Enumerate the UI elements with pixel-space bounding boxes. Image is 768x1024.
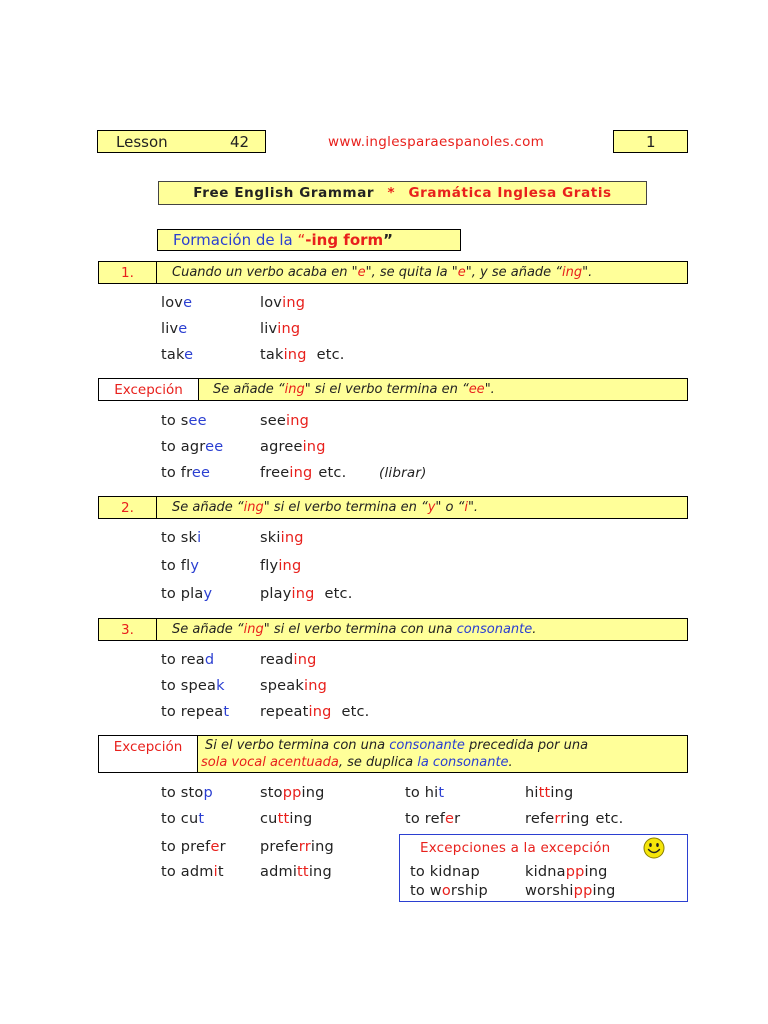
lesson-box xyxy=(97,130,266,153)
subtitle-box xyxy=(157,229,461,251)
exception-1-base-2: to agree xyxy=(161,439,224,455)
rule-3-text: Se añade “ing" si el verbo termina con una consonante. xyxy=(172,622,537,637)
exception-2-verb-6: to admit xyxy=(161,864,224,880)
exception-2-box xyxy=(98,735,688,773)
exception-1-note: (librar) xyxy=(379,465,427,481)
exception-2-ing-5: preferring xyxy=(260,839,334,855)
rule-2-base-2: to fly xyxy=(161,558,200,574)
rule-3-base-1: to read xyxy=(161,652,215,668)
exceptions-box-verb-1: to kidnap xyxy=(410,864,480,880)
exception-2-verb-3: to cut xyxy=(161,811,205,827)
lesson-label: Lesson xyxy=(116,133,168,151)
exception-2-label: Excepción xyxy=(113,739,183,755)
exception-2-verb-1: to stop xyxy=(161,785,213,801)
rule-3-ing-3: repeating etc. xyxy=(260,704,370,720)
exception-1-label: Excepción xyxy=(114,381,183,398)
exception-2-text-line-1: Si el verbo termina con una consonante precedida por una xyxy=(205,738,589,753)
rule-2-ing-1: skiing xyxy=(260,530,304,546)
rule-2-box xyxy=(98,496,688,519)
exception-1-base-3: to free xyxy=(161,465,211,481)
rule-1-text: Cuando un verbo acaba en "e", se quita la "e", y se añade “ing". xyxy=(172,265,593,280)
exception-2-verb-5: to prefer xyxy=(161,839,226,855)
rule-2-ing-2: flying xyxy=(260,558,302,574)
exception-1-box xyxy=(98,378,688,401)
rule-1-base-2: live xyxy=(161,321,188,337)
page-number: 1 xyxy=(646,133,656,151)
page-number-box xyxy=(613,130,688,153)
exception-1-ing-2: agreeing xyxy=(260,439,326,455)
rule-1-ing-3: taking etc. xyxy=(260,347,345,363)
rule-3-base-2: to speak xyxy=(161,678,225,694)
rule-3-ing-1: reading xyxy=(260,652,317,668)
exception-1-text: Se añade “ing" si el verbo termina en “ee". xyxy=(213,382,495,397)
smiley-icon xyxy=(643,837,665,859)
exception-2-verb-2: to hit xyxy=(405,785,445,801)
rule-2-base-1: to ski xyxy=(161,530,202,546)
exception-2-ing-6: admitting xyxy=(260,864,332,880)
rule-2-base-3: to play xyxy=(161,586,213,602)
rule-2-number: 2. xyxy=(121,499,134,516)
rule-1-base-3: take xyxy=(161,347,194,363)
exceptions-box-ing-1: kidnapping xyxy=(525,864,608,880)
site-url[interactable]: www.inglesparaespanoles.com xyxy=(328,134,545,150)
subtitle-prefix: Formación de la xyxy=(173,231,293,249)
rule-3-ing-2: speaking xyxy=(260,678,327,694)
rule-1-base-1: love xyxy=(161,295,193,311)
exception-2-ing-4: referring etc. xyxy=(525,811,624,827)
rule-2-text: Se añade “ing" si el verbo termina en “y" o “i". xyxy=(172,500,479,515)
rule-3-box xyxy=(98,618,688,641)
rule-1-box xyxy=(98,261,688,284)
exceptions-box-ing-2: worshipping xyxy=(525,883,616,899)
subtitle-open-quote: “ xyxy=(297,231,306,249)
rule-1-ing-2: living xyxy=(260,321,301,337)
exception-2-ing-2: hitting xyxy=(525,785,574,801)
exception-2-ing-3: cutting xyxy=(260,811,313,827)
exception-1-base-1: to see xyxy=(161,413,207,429)
rule-3-base-3: to repeat xyxy=(161,704,230,720)
exception-2-ing-1: stopping xyxy=(260,785,325,801)
exceptions-box-verb-2: to worship xyxy=(410,883,488,899)
exceptions-box-title: Excepciones a la excepción xyxy=(420,840,611,856)
title-right: Gramática Inglesa Gratis xyxy=(408,185,612,201)
subtitle-close-quote: ” xyxy=(383,231,394,249)
rule-2-ing-3: playing etc. xyxy=(260,586,353,602)
rule-1-ing-1: loving xyxy=(260,295,306,311)
subtitle-highlight: -ing form xyxy=(305,231,384,249)
exception-2-verb-4: to refer xyxy=(405,811,461,827)
title-box xyxy=(158,181,647,205)
title-star: * xyxy=(387,185,396,201)
exception-2-text-line-2: sola vocal acentuada, se duplica la consonante. xyxy=(201,755,513,770)
rule-3-number: 3. xyxy=(121,621,134,638)
lesson-number: 42 xyxy=(230,133,250,151)
title-left: Free English Grammar xyxy=(193,185,375,201)
exceptions-box xyxy=(399,834,688,902)
exception-1-ing-1: seeing xyxy=(260,413,310,429)
exception-1-ing-3: freeing etc. xyxy=(260,465,347,481)
rule-1-number: 1. xyxy=(121,264,134,281)
